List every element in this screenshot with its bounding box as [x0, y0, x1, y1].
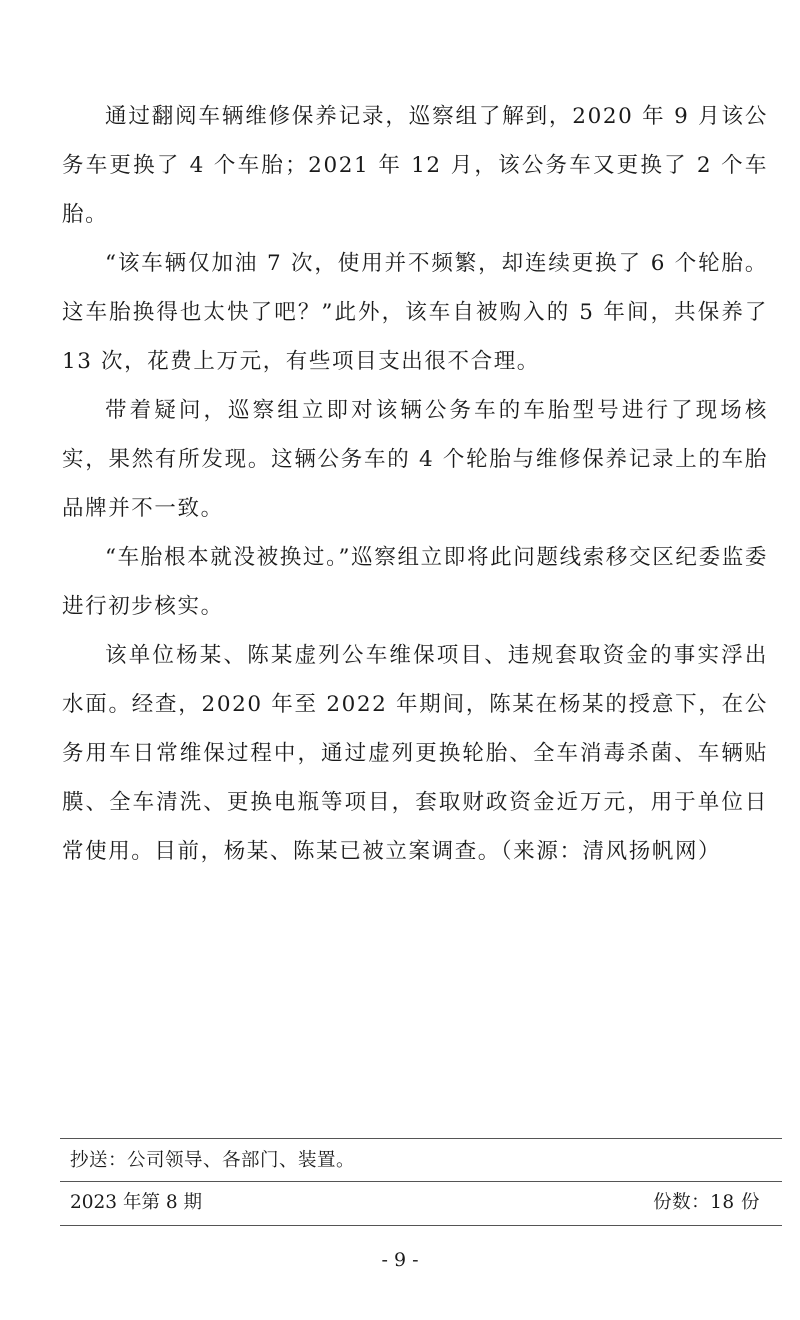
footer-top-rule [60, 1138, 782, 1139]
cc-line: 抄送：公司领导、各部门、装置。 [70, 1150, 356, 1171]
footer-bottom-rule [60, 1225, 782, 1226]
issue-number: 2023 年第 8 期 [70, 1192, 202, 1213]
footer-middle-rule [60, 1181, 782, 1182]
paragraph-on-site-check: 带着疑问，巡察组立即对该辆公务车的车胎型号进行了现场核实，果然有所发现。这辆公务车的 4 个轮胎与维修保养记录上的车胎品牌并不一致。 [62, 398, 768, 521]
paragraph-case-transfer: “车胎根本就没被换过。”巡察组立即将此问题线索移交区纪委监委进行初步核实。 [62, 545, 768, 619]
paragraph-investigation-result: 该单位杨某、陈某虚列公车维保项目、违规套取资金的事实浮出水面。经查，2020 年至 2022 年期间，陈某在杨某的授意下，在公务用车日常维保过程中，通过虚列更换轮胎、全车消毒杀菌、车辆贴膜、全车清洗、更换电瓶等项目，套取财政资金近万元，用于单位日常使用。目前，杨某、陈某已被立案调查。（来源：清风扬帆网） [62, 643, 768, 864]
copies-count: 份数：18 份 [653, 1192, 760, 1213]
page-number: - 9 - [381, 1249, 419, 1271]
paragraph-refuel-count: “该车辆仅加油 7 次，使用并不频繁，却连续更换了 6 个轮胎。这车胎换得也太快了吧？”此外，该车自被购入的 5 年间，共保养了 13 次，花费上万元，有些项目支出很不合理。 [62, 251, 768, 374]
article-body [62, 92, 768, 876]
paragraph-tire-records: 通过翻阅车辆维修保养记录，巡察组了解到，2020 年 9 月该公务车更换了 4 个车胎；2021 年 12 月，该公务车又更换了 2 个车胎。 [62, 104, 768, 227]
